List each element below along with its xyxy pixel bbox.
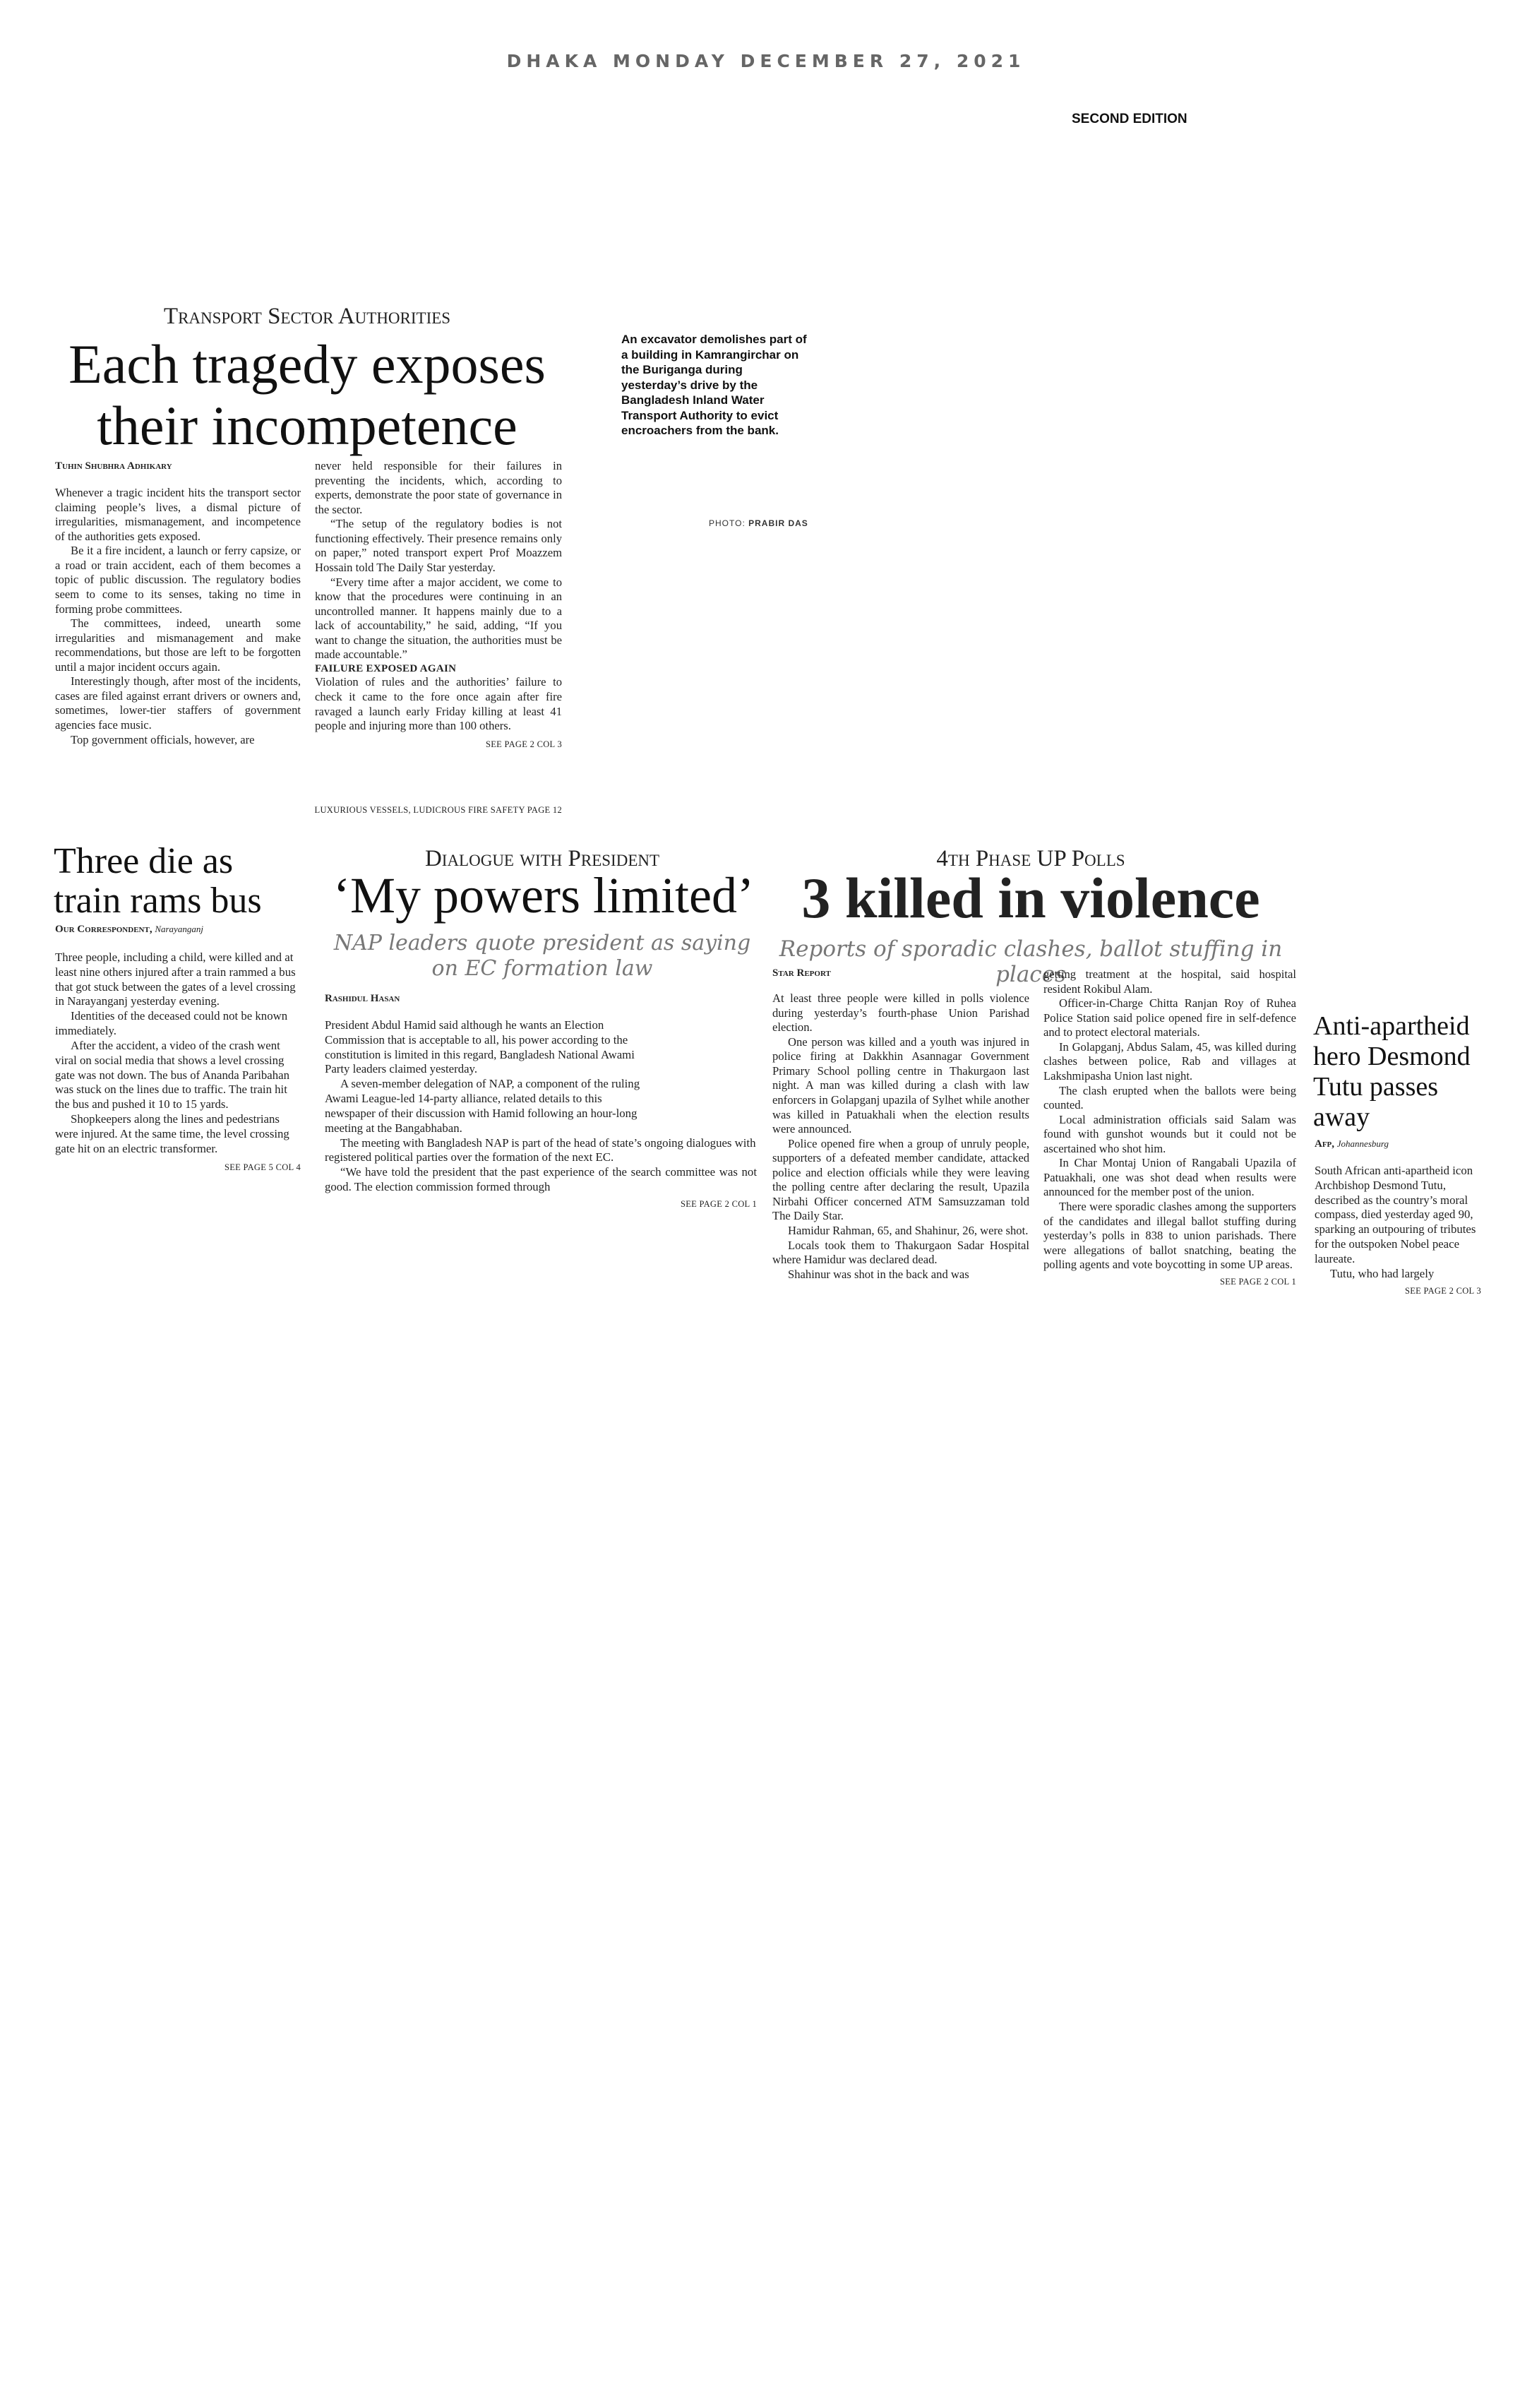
train-para: Three people, including a child, were killed and at least nine others injured after a train rammed a bus that got stuck between the gates of a level crossing in Narayanganj yesterday evening.: [55, 950, 296, 1008]
president-deck: [323, 931, 761, 982]
lead-col1-para: Whenever a tragic incident hits the transport sector claiming people’s lives, a dismal picture of irregularities, mismanagement, and incompetence of the authorities gets exposed.: [55, 486, 301, 543]
polls-col1-para: Hamidur Rahman, 65, and Shahinur, 26, were shot.: [788, 1224, 1029, 1237]
polls-column-2: [1043, 967, 1296, 1287]
lead-col2-para: never held responsible for their failures in preventing the incidents, which, according to experts, demonstrate the poor state of governance in the sector.: [315, 459, 562, 516]
train-column: [55, 950, 301, 1173]
lead-column-1: [55, 486, 301, 747]
lead-col2-para: “The setup of the regulatory bodies is not functioning effectively. Their presence remains only on paper,” noted transport expert Prof Moazzem Hossain told The Daily Star yesterday.: [315, 517, 562, 574]
polls-col1-para: Shahinur was shot in the back and was: [788, 1267, 969, 1281]
lead-col1-para: The committees, indeed, unearth some irregularities and mismanagement and make recommendations, but those are left to be forgotten until a major incident occurs again.: [55, 616, 301, 674]
tutu-headline-line4: away: [1313, 1102, 1370, 1132]
president-deck-line2: on EC formation law: [431, 956, 653, 981]
polls-col2-para: In Golapganj, Abdus Salam, 45, was killed during clashes between police, Rab and villages at Lakshmipasha Union last night.: [1043, 1039, 1296, 1083]
tutu-column: [1315, 1164, 1488, 1297]
polls-col2-para: getting treatment at the hospital, said hospital resident Rokibul Alam.: [1043, 967, 1296, 996]
president-para: A seven-member delegation of NAP, a component of the ruling Awami League-led 14-party alliance, related details to this newspaper of their discussion with Hamid following an hour-long meeting at the Bangabhaban.: [325, 1077, 640, 1135]
lead-column-2: [315, 459, 562, 750]
polls-col2-para: There were sporadic clashes among the supporters of the candidates and illegal ballot stuffing during yesterday’s polls in 838 to union parishads. There were allegations of ballot snatching, beating the polling agents and vote boycotting in some UP areas.: [1043, 1200, 1296, 1272]
lead-col1-para: Be it a fire incident, a launch or ferry capsize, or a road or train accident, each of them becomes a topic of public discussion. The regulatory bodies seem to come to its senses, taking no time in forming probe committees.: [55, 544, 301, 616]
tutu-byline: [1315, 1138, 1389, 1150]
lead-byline: Tuhin Shubhra Adhikary: [55, 460, 172, 472]
tutu-headline-line1: Anti-apartheid: [1313, 1011, 1470, 1041]
tutu-headline-line3: Tutu passes: [1313, 1071, 1439, 1102]
polls-column-1: [772, 991, 1029, 1282]
photo-credit: [709, 518, 808, 528]
polls-headline: 3 killed in violence: [801, 866, 1260, 930]
president-para: “We have told the president that the past experience of the search committee was not good. The election commission formed through: [325, 1165, 757, 1194]
train-headline-line1: Three die as: [54, 841, 234, 881]
photo-caption: An excavator demolishes part of a building in Kamrangirchar on the Buriganga during yesterday’s drive by the Bangladesh Inland Water Transport Authority to evict encroachers from the bank.: [621, 333, 807, 438]
train-headline-line2: train rams bus: [54, 880, 262, 921]
lead-col2-para: Violation of rules and the authorities’ failure to check it came to the fore once again after fire ravaged a launch early Friday killing at least 41 people and injuring more than 100 others.: [315, 675, 562, 733]
president-body: [325, 1018, 757, 1210]
polls-col2-para: In Char Montaj Union of Rangabali Upazila of Patuakhali, one was shot dead when results were announced for the member post of the union.: [1043, 1156, 1296, 1199]
polls-col2-para: Local administration officials said Salam was found with gunshot wounds but it could not be ascertained who shot him.: [1043, 1112, 1296, 1155]
president-kicker: Dialogue with President: [424, 846, 660, 871]
polls-byline: Star Report: [772, 967, 831, 979]
president-headline: ‘My powers limited’: [333, 867, 754, 924]
tutu-headline-line2: hero Desmond: [1313, 1041, 1471, 1071]
tutu-see-page: SEE PAGE 2 COL 3: [1404, 1285, 1481, 1296]
photo-credit-name: PRABIR DAS: [748, 518, 808, 528]
polls-col1-para: Locals took them to Thakurgaon Sadar Hospital where Hamidur was declared dead.: [772, 1238, 1029, 1267]
lead-col2-para: “Every time after a major accident, we come to know that the procedures were continuing in an uncontrolled manner. It happens mainly due to a lack of accountability,” he said, adding, “If you want to change the situation, the authorities must be made accountable.”: [315, 575, 562, 662]
tutu-para: South African anti-apartheid icon Archbishop Desmond Tutu, described as the country’s moral compass, died yesterday aged 90, sparking an outpouring of tributes for the outspoken Nobel peace laureate.: [1315, 1164, 1476, 1265]
tutu-byline-name: Afp,: [1315, 1138, 1335, 1150]
president-para: President Abdul Hamid said although he wants an Election Commission that is acceptable to all, his power according to the constitution is limited in this regard, Bangladesh National Awami Party leaders claimed yesterday.: [325, 1018, 635, 1076]
lead-kicker: Transport Sector Authorities: [163, 304, 451, 329]
tutu-headline: [1313, 1011, 1518, 1133]
polls-see-page: SEE PAGE 2 COL 1: [1219, 1276, 1296, 1287]
lead-headline: [35, 333, 579, 457]
president-para: The meeting with Bangladesh NAP is part of the head of state’s ongoing dialogues with registered political parties over the formation of the next EC.: [325, 1136, 756, 1164]
lead-see-page: SEE PAGE 2 COL 3: [485, 739, 562, 749]
train-byline-place: Narayanganj: [155, 924, 203, 934]
train-para: After the accident, a video of the crash went viral on social media that shows a level crossing gate was not down. The bus of Ananda Paribahan was stuck on the lines due to traffic. The train hit the bus and pushed it 10 to 15 yards.: [55, 1038, 289, 1111]
polls-col1-para: One person was killed and a youth was injured in police firing at Dakkhin Asannagar Government Primary School polling centre in Thakurgaon last night. A man was killed during a clash with law enforcers in Golapganj upazila of Sylhet while another was killed in Patuakhali when the election results were announced.: [772, 1035, 1029, 1136]
lead-col1-para: Interestingly though, after most of the incidents, cases are filed against errant drivers or owners and, sometimes, lower-tier staffers of government agencies face music.: [55, 674, 301, 732]
polls-deck: Reports of sporadic clashes, ballot stuffing in places: [779, 936, 1283, 987]
tutu-para: Tutu, who had largely: [1330, 1266, 1435, 1280]
photo-credit-label: PHOTO:: [709, 518, 746, 528]
polls-col1-para: Police opened fire when a group of unruly people, supporters of a defeated member candidate, attacked police and election officials while they were leaving the polling centre after declaring the result, Upazila Nirbahi Officer concerned ATM Samsuzzaman told The Daily Star.: [772, 1136, 1029, 1223]
lead-subhead: FAILURE EXPOSED AGAIN: [315, 662, 457, 674]
president-byline: Rashidul Hasan: [325, 993, 400, 1004]
edition-label: SECOND EDITION: [1072, 112, 1187, 126]
president-see-page: SEE PAGE 2 COL 1: [680, 1198, 757, 1209]
train-byline: [55, 924, 203, 936]
dateline: DHAKA MONDAY DECEMBER 27, 2021: [506, 51, 1026, 71]
train-see-page: SEE PAGE 5 COL 4: [224, 1162, 301, 1172]
tutu-byline-place: Johannesburg: [1336, 1138, 1389, 1149]
train-headline: [54, 842, 322, 920]
lead-headline-line2: their incompetence: [97, 395, 517, 457]
polls-col2-para: The clash erupted when the ballots were being counted.: [1043, 1083, 1296, 1112]
polls-col2-para: Officer-in-Charge Chitta Ranjan Roy of Ruhea Police Station said police opened fire in self-defence and to protect electoral materials.: [1043, 996, 1296, 1039]
lead-col1-para: Top government officials, however, are: [71, 732, 255, 746]
president-deck-line1: NAP leaders quote president as saying: [333, 931, 751, 955]
train-para: Shopkeepers along the lines and pedestrians were injured. At the same time, the level crossing gate hit on an electric transformer.: [55, 1112, 289, 1155]
polls-col1-para: At least three people were killed in polls violence during yesterday’s fourth-phase Union Parishad election.: [772, 991, 1029, 1035]
train-byline-name: Our Correspondent,: [55, 924, 152, 935]
lead-headline-line1: Each tragedy exposes: [68, 333, 546, 395]
lead-related-link[interactable]: LUXURIOUS VESSELS, LUDICROUS FIRE SAFETY PAGE 12: [314, 805, 562, 815]
polls-kicker: 4th Phase UP Polls: [936, 846, 1125, 871]
train-para: Identities of the deceased could not be known immediately.: [55, 1009, 288, 1038]
